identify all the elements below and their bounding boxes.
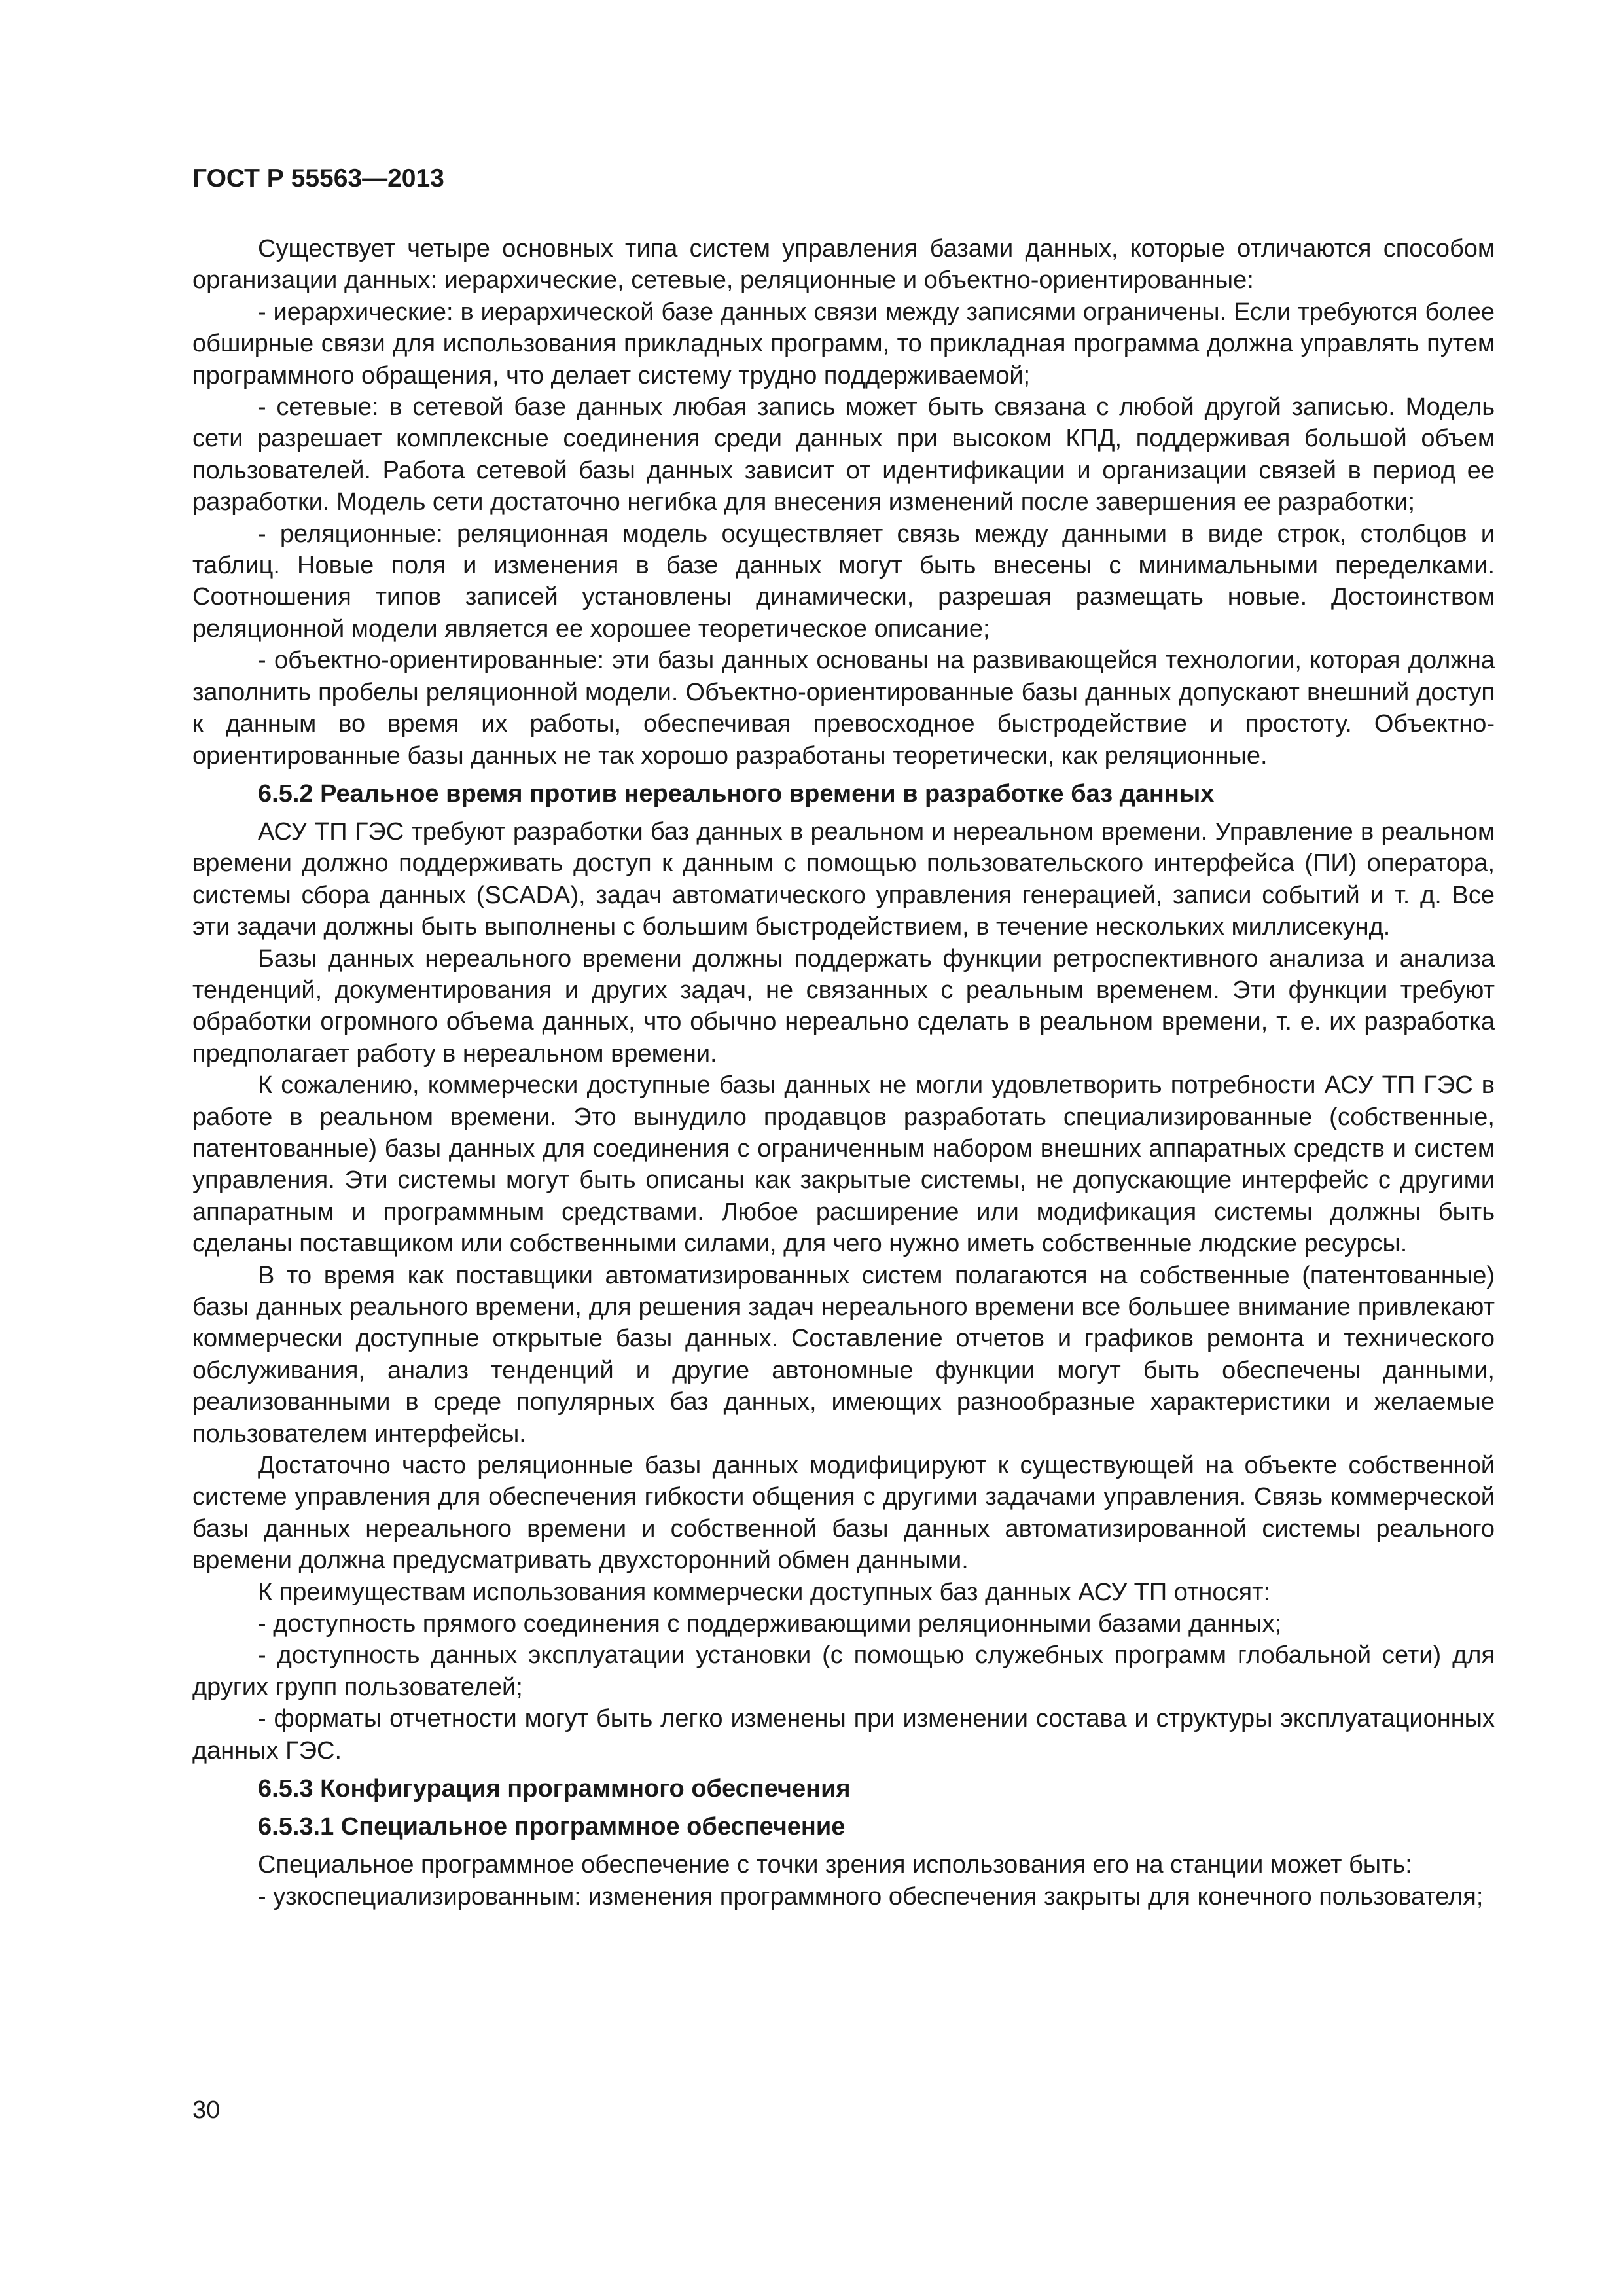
list-item-network: - сетевые: в сетевой базе данных любая запись может быть связана с любой другой записью. Модель сети разрешает комплексные соединения среди данных при высоком КПД, поддерживая большой объем пользователей. Работа сетевой базы данных зависит от идентификации и организации связей в период ее разработки. Модель сети достаточно негибка для внесения изменений после завершения ее разработки; bbox=[192, 393, 1495, 516]
paragraph-types-intro: Существует четыре основных типа систем управления базами данных, которые отличаются способом организации данных: иерархические, сетевые, реляционные и объектно-ориентированные: bbox=[192, 235, 1495, 295]
paragraph-special-software: Специальное программное обеспечение с точки зрения использования его на станции может быть: bbox=[258, 1851, 1412, 1879]
paragraph-advantages-intro: К преимуществам использования коммерчески доступных баз данных АСУ ТП относят: bbox=[258, 1578, 1271, 1606]
document-page bbox=[192, 162, 1495, 1912]
paragraph-proprietary-databases: В то время как поставщики автоматизированных систем полагаются на собственные (патентованные) базы данных реального времени, для решения задач нереального времени все большее внимание привлекают коммерчески доступные открытые базы данных. Составление отчетов и графиков ремонта и технического обслуживания, анализ тенденций и другие автономные функции могут быть обеспечены данными, реализованными в среде популярных баз данных, имеющих разнообразные характеристики и желаемые пользователем интерфейсы. bbox=[192, 1261, 1495, 1448]
list-item-relational: - реляционные: реляционная модель осуществляет связь между данными в виде строк, столбцов и таблиц. Новые поля и изменения в базе данных могут быть внесены с минимальными переделками. Соотношения типов записей установлены динамически, разрешая размещать новые. Достоинством реляционной модели является ее хорошее теоретическое описание; bbox=[192, 520, 1495, 643]
list-item-direct-connection: - доступность прямого соединения с поддерживающими реляционными базами данных; bbox=[258, 1610, 1282, 1638]
section-heading-6-5-2: 6.5.2 Реальное время против нереального времени в разработке баз данных bbox=[258, 780, 1215, 808]
list-item-hierarchical: - иерархические: в иерархической базе данных связи между записями ограничены. Если требуются более обширные связи для использования прикладных программ, то прикладная программа должна управлять путем программного обращения, что делает систему трудно поддерживаемой; bbox=[192, 298, 1495, 389]
document-body bbox=[192, 233, 1495, 1912]
paragraph-non-realtime: Базы данных нереального времени должны поддержать функции ретроспективного анализа и анализа тенденций, документирования и других задач, не связанных с реальным временем. Эти функции требуют обработки огромного объема данных, что обычно нереально сделать в реальном времени, т. е. их разработка предполагает работу в нереальном времени. bbox=[192, 944, 1495, 1067]
paragraph-realtime-requirements: АСУ ТП ГЭС требуют разработки баз данных в реальном и нереальном времени. Управление в реальном времени должно поддерживать доступ к данным с помощью пользовательского интерфейса (ПИ) оператора, системы сбора данных (SCADA), задач автоматического управления генерацией, записи событий и т. д. Все эти задачи должны быть выполнены с большим быстродействием, в течение нескольких миллисекунд. bbox=[192, 817, 1495, 941]
list-item-data-availability: - доступность данных эксплуатации установки (с помощью служебных программ глобальной сети) для других групп пользователей; bbox=[192, 1641, 1495, 1701]
section-heading-6-5-3: 6.5.3 Конфигурация программного обеспечения bbox=[258, 1775, 851, 1803]
section-heading-6-5-3-1: 6.5.3.1 Специальное программное обеспечение bbox=[258, 1813, 846, 1841]
list-item-report-formats: - форматы отчетности могут быть легко изменены при изменении состава и структуры эксплуатационных данных ГЭС. bbox=[192, 1705, 1495, 1765]
document-header: ГОСТ Р 55563—2013 bbox=[192, 164, 444, 192]
page-number: 30 bbox=[192, 2096, 221, 2124]
list-item-object-oriented: - объектно-ориентированные: эти базы данных основаны на развивающейся технологии, которая должна заполнить пробелы реляционной модели. Объектно-ориентированные базы данных допускают внешний доступ к данным во время их работы, обеспечивая превосходное быстродействие и простоту. Объектно-ориентированные базы данных не так хорошо разработаны теоретически, как реляционные. bbox=[192, 647, 1495, 770]
paragraph-relational-modification: Достаточно часто реляционные базы данных модифицируют к существующей на объекте собственной системе управления для обеспечения гибкости общения с другими задачами управления. Связь коммерческой базы данных нереального времени и собственной базы данных автоматизированной системы реального времени должна предусматривать двухсторонний обмен данными. bbox=[192, 1452, 1495, 1575]
list-item-specialized: - узкоспециализированным: изменения программного обеспечения закрыты для конечного пользователя; bbox=[258, 1882, 1484, 1910]
paragraph-commercial-limits: К сожалению, коммерчески доступные базы данных не могли удовлетворить потребности АСУ ТП ГЭС в работе в реальном времени. Это вынудило продавцов разработать специализированные (собственные, патентованные) базы данных для соединения с ограниченным набором внешних аппаратных средств и систем управления. Эти системы могут быть описаны как закрытые системы, не допускающие интерфейс с другими аппаратным и программным средствами. Любое расширение или модификация системы должны быть сделаны поставщиком или собственными силами, для чего нужно иметь собственные людские ресурсы. bbox=[192, 1071, 1495, 1258]
